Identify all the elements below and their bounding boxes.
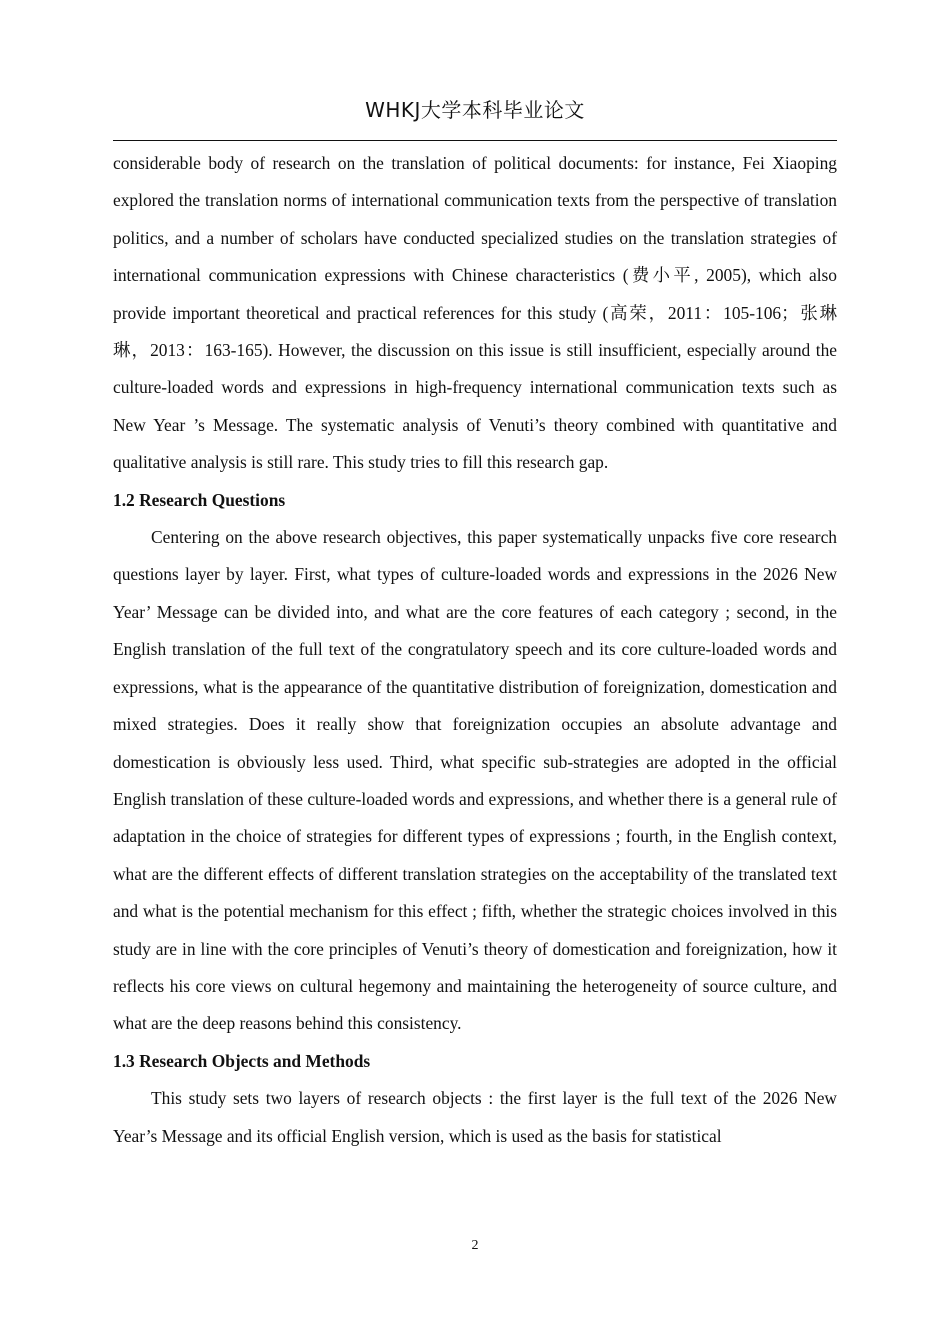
running-header: WHKJ大学本科毕业论文 <box>365 98 585 122</box>
header-divider <box>113 140 837 141</box>
paragraph-research-questions: Centering on the above research objectives, this paper systematically unpacks five core research questions layer by layer. First, what types of culture-loaded words and expressions in the 2026 New Year’ Message can be divided into, and what are the core features of each category ; second, in the English translation of the full text of the congratulatory speech and its core culture-loaded words and expressions, what is the appearance of the quantitative distribution of foreignization, domestication and mixed strategies. Does it really show that foreignization occupies an absolute advantage and domestication is obviously less used. Third, what specific sub-strategies are adopted in the official English translation of these culture-loaded words and expressions, and whether there is a general rule of adaptation in the choice of strategies for different types of expressions ; fourth, in the English context, what are the different effects of different translation strategies on the acceptability of the translated text and what is the potential mechanism for this effect ; fifth, whether the strategic choices involved in this study are in line with the core principles of Venuti’s theory of domestication and foreignization, how it reflects his core views on cultural hegemony and maintaining the heterogeneity of source culture, and what are the deep reasons behind this consistency. <box>113 527 837 1034</box>
paragraph-research-objects: This study sets two layers of research objects : the first layer is the full text of the 2026 New Year’s Message and its official English version, which is used as the basis for statistical <box>113 1088 837 1146</box>
section-heading-1-3: 1.3 Research Objects and Methods <box>113 1050 371 1071</box>
section-heading-1-2: 1.2 Research Questions <box>113 489 286 510</box>
body-text <box>113 145 837 1155</box>
page-number: 2 <box>471 1238 479 1253</box>
paragraph-continued: considerable body of research on the translation of political documents: for instance, Fei Xiaoping explored the translation norms of international communication texts from the perspective of translation politics, and a number of scholars have conducted specialized studies on the translation strategies of international communication expressions with Chinese characteristics (费小平, 2005), which also provide important theoretical and practical references for this study (高荣，2011：105-106；张琳琳，2013：163-165). However, the discussion on this issue is still insufficient, especially around the culture-loaded words and expressions in high-frequency international communication texts such as New Year ’s Message. The systematic analysis of Venuti’s theory combined with quantitative and qualitative analysis is still rare. This study tries to fill this research gap. <box>113 153 837 473</box>
